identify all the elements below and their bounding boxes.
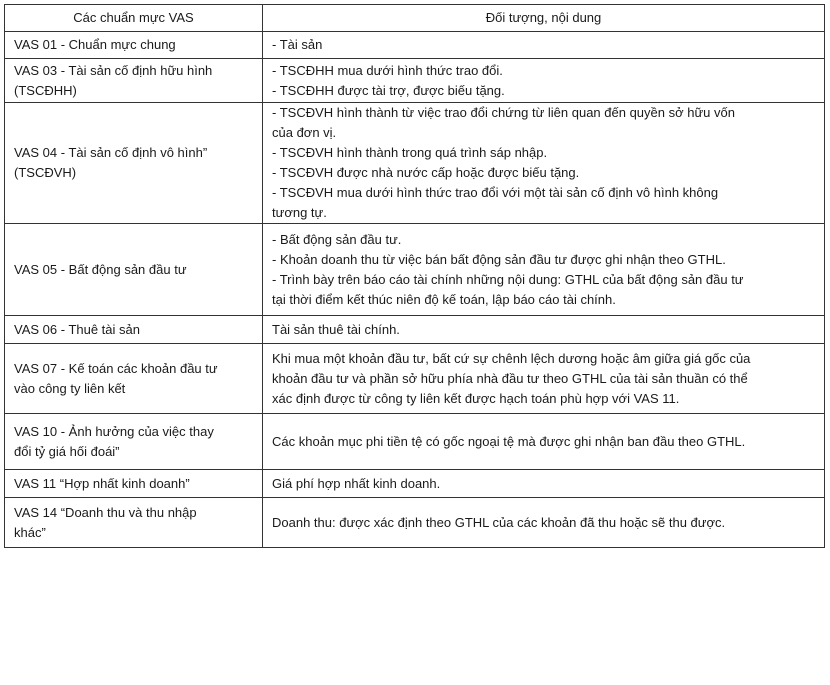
table-row — [5, 32, 825, 59]
content-text-line: Các khoản mục phi tiền tệ có gốc ngoại tệ mà được ghi nhận ban đầu theo GTHL. — [272, 433, 746, 449]
standard-text-line: VAS 04 - Tài sản cố định vô hình” — [14, 145, 208, 160]
standard-cell — [5, 32, 263, 59]
standard-text-line: VAS 07 - Kế toán các khoản đầu tư — [14, 360, 218, 376]
standard-text-line: VAS 03 - Tài sản cố định hữu hình — [14, 62, 213, 78]
table-header-row — [5, 5, 825, 32]
standard-text-line: VAS 06 - Thuê tài sản — [14, 321, 140, 337]
header-content: Đối tượng, nội dung — [263, 5, 825, 32]
table-row — [5, 414, 825, 470]
content-cell — [263, 498, 825, 548]
standard-text-line: đổi tỷ giá hối đoái” — [14, 443, 120, 459]
standard-cell — [5, 498, 263, 548]
table-row — [5, 470, 825, 498]
content-text-line: Doanh thu: được xác định theo GTHL của các khoản đã thu hoặc sẽ thu được. — [272, 514, 726, 530]
content-cell — [263, 344, 825, 414]
standard-text-line: VAS 05 - Bất động sản đầu tư — [14, 261, 187, 277]
content-cell — [263, 103, 825, 224]
table-body — [5, 32, 825, 548]
vas-standards-table — [4, 4, 825, 548]
standard-text-line: (TSCĐHH) — [14, 82, 77, 98]
content-text-line: - Khoản doanh thu từ việc bán bất động sản đầu tư được ghi nhận theo GTHL. — [272, 251, 726, 267]
content-text-line: Giá phí hợp nhất kinh doanh. — [272, 475, 441, 491]
standard-text-line: VAS 01 - Chuẩn mực chung — [14, 37, 176, 52]
content-text-line: tại thời điểm kết thúc niên độ kế toán, lập báo cáo tài chính. — [272, 291, 616, 307]
content-text-line: - Bất động sản đầu tư. — [272, 231, 402, 247]
content-text-line: xác định được từ công ty liên kết được hạch toán phù hợp với VAS 11. — [272, 390, 680, 406]
standard-cell — [5, 316, 263, 344]
standard-text-line: VAS 10 - Ảnh hưởng của việc thay — [14, 423, 214, 439]
table-row — [5, 498, 825, 548]
standard-text-line: khác” — [14, 524, 46, 540]
standard-text-line: VAS 14 “Doanh thu và thu nhập — [14, 504, 197, 520]
content-cell — [263, 59, 825, 103]
content-text-line: của đơn vị. — [272, 125, 337, 140]
content-text-line: - TSCĐVH hình thành từ việc trao đổi chứng từ liên quan đến quyền sở hữu vốn — [272, 105, 735, 120]
content-text-line: - TSCĐVH hình thành trong quá trình sáp nhập. — [272, 145, 548, 160]
content-cell — [263, 316, 825, 344]
content-cell — [263, 470, 825, 498]
content-cell — [263, 414, 825, 470]
standard-cell — [5, 470, 263, 498]
standard-text-line: (TSCĐVH) — [14, 165, 77, 180]
content-text-line: - TSCĐVH được nhà nước cấp hoặc được biếu tặng. — [272, 165, 580, 180]
standard-cell — [5, 224, 263, 316]
standard-cell — [5, 103, 263, 224]
standard-cell — [5, 344, 263, 414]
content-text-line: khoản đầu tư và phần sở hữu phía nhà đầu tư theo GTHL của tài sản thuần có thể — [272, 370, 748, 386]
table-row — [5, 344, 825, 414]
content-cell — [263, 224, 825, 316]
standard-text-line: vào công ty liên kết — [14, 380, 126, 396]
standard-cell — [5, 59, 263, 103]
table-row — [5, 59, 825, 103]
content-cell — [263, 32, 825, 59]
content-text-line: - Trình bày trên báo cáo tài chính những nội dung: GTHL của bất động sản đầu tư — [272, 271, 744, 287]
content-text-line: - Tài sản — [272, 37, 323, 52]
content-text-line: Tài sản thuê tài chính. — [272, 321, 400, 337]
content-text-line: - TSCĐHH mua dưới hình thức trao đổi. — [272, 62, 503, 78]
content-text-line: tương tự. — [272, 205, 327, 220]
content-text-line: - TSCĐHH được tài trợ, được biếu tặng. — [272, 82, 505, 98]
header-standard: Các chuẩn mực VAS — [5, 5, 263, 32]
content-text-line: Khi mua một khoản đầu tư, bất cứ sự chênh lệch dương hoặc âm giữa giá gốc của — [272, 350, 751, 366]
standard-cell — [5, 414, 263, 470]
standard-text-line: VAS 11 “Hợp nhất kinh doanh” — [14, 475, 190, 491]
table-row — [5, 224, 825, 316]
table-row — [5, 316, 825, 344]
table-row — [5, 103, 825, 224]
content-text-line: - TSCĐVH mua dưới hình thức trao đổi với một tài sản cố định vô hình không — [272, 185, 719, 200]
